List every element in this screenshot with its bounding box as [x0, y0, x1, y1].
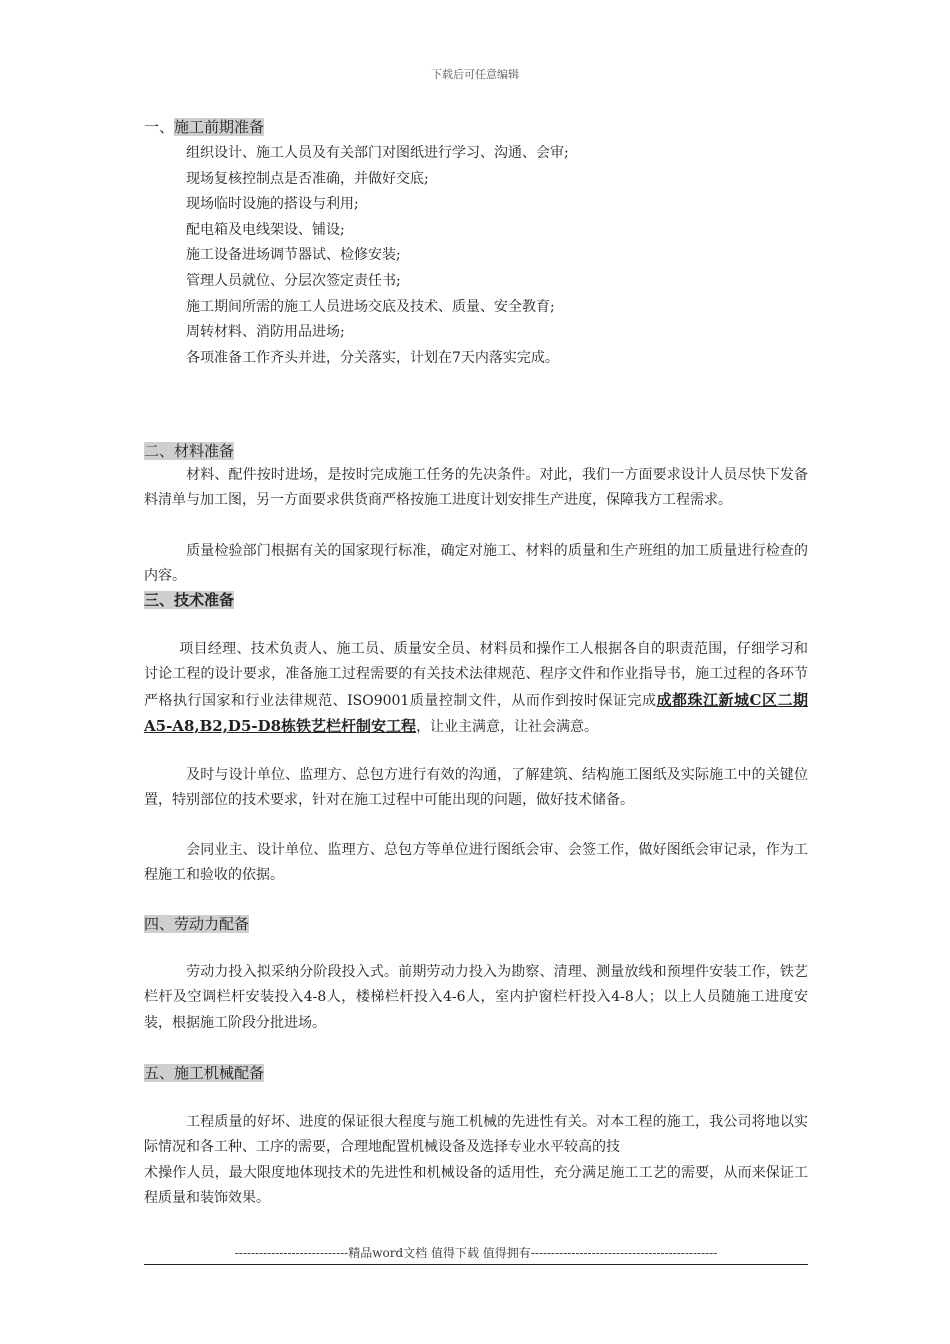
section-title: 技术准备 — [174, 591, 235, 609]
list-item: 各项准备工作齐头并进，分关落实，计划在7天内落实完成。 — [186, 349, 559, 366]
section-number: 四、 — [144, 915, 175, 933]
section-heading-2 — [144, 441, 234, 461]
section-title: 材料准备 — [174, 442, 235, 460]
project-name: 成都珠江新城C区二期A5-A8,B2,D5-D8栋铁艺栏杆制安工程 — [144, 690, 808, 736]
paragraph-text: 及时与设计单位、监理方、总包方进行有效的沟通，了解建筑、结构施工图纸及实际施工中的关键位置，特别部位的技术要求，针对在施工过程中可能出现的问题，做好技术储备。 — [144, 767, 808, 809]
list-item: 管理人员就位、分层次签定责任书; — [186, 272, 401, 289]
section-heading-1 — [144, 117, 264, 137]
section-number: 二、 — [144, 442, 175, 460]
section-heading-4 — [144, 914, 249, 934]
paragraph — [144, 960, 808, 1036]
paragraph-text: 质量检验部门根据有关的国家现行标准，确定对施工、材料的质量和生产班组的加工质量进行检查的内容。 — [144, 543, 808, 585]
list-item: 现场临时设施的搭设与利用; — [186, 196, 359, 213]
page-footer: ----------------------------精品word文档 值得下载 值得拥有---------------------------------------------- — [144, 1244, 808, 1265]
paragraph — [144, 463, 808, 514]
page-header: 下载后可任意编辑 — [431, 68, 519, 81]
section-heading-5 — [144, 1063, 264, 1083]
paragraph — [144, 637, 808, 741]
list-item: 现场复核控制点是否准确，并做好交底; — [186, 170, 429, 187]
list-item: 组织设计、施工人员及有关部门对图纸进行学习、沟通、会审; — [186, 145, 569, 161]
paragraph — [144, 1110, 808, 1212]
section-title: 施工前期准备 — [174, 118, 265, 136]
paragraph-text: 工程质量的好坏、进度的保证很大程度与施工机械的先进性有关。对本工程的施工，我公司将地以实际情况和各工种、工序的需要，合理地配置机械设备及选择专业水平较高的技 — [144, 1114, 808, 1156]
preparation-list — [186, 141, 569, 371]
section-title: 施工机械配备 — [174, 1064, 265, 1082]
list-item: 配电箱及电线架设、铺设; — [186, 221, 345, 238]
paragraph — [144, 763, 808, 814]
paragraph-text: 术操作人员，最大限度地体现技术的先进性和机械设备的适用性，充分满足施工工艺的需要，从而来保证工程质量和装饰效果。 — [144, 1164, 808, 1207]
list-item: 施工设备进场调节器试、检修安装; — [186, 247, 401, 264]
list-item: 施工期间所需的施工人员进场交底及技术、质量、安全教育; — [186, 298, 555, 315]
paragraph-text: 项目经理、技术负责人、施工员、质量安全员、材料员和操作工人根据各自的职责范围，仔细学习和讨论工程的设计要求，准备施工过程需要的有关技术法律规范、程序文件和作业指导书，施工过程的各环节严格执行国家和行业法律规范、ISO9001质量控制文件，从而作到按时保证完成 — [144, 641, 808, 709]
paragraph — [144, 838, 808, 889]
section-title: 劳动力配备 — [174, 915, 250, 933]
paragraph — [144, 539, 808, 590]
paragraph-text: 材料、配件按时进场，是按时完成施工任务的先决条件。对此，我们一方面要求设计人员尽快下发备料清单与加工图，另一方面要求供货商严格按施工进度计划安排生产进度，保障我方工程需求。 — [144, 467, 808, 509]
section-heading-3 — [144, 590, 234, 610]
section-number: 一、 — [144, 118, 175, 136]
paragraph-text: 会同业主、设计单位、监理方、总包方等单位进行图纸会审、会签工作，做好图纸会审记录，作为工程施工和验收的依据。 — [144, 842, 808, 884]
section-number: 五、 — [144, 1064, 175, 1082]
paragraph-text: 劳动力投入拟采纳分阶段投入式。前期劳动力投入为勘察、清理、测量放线和预埋件安装工作，铁艺栏杆及空调栏杆安装投入4-8人，楼梯栏杆投入4-6人，室内护窗栏杆投入4-8人；以上人员随施工进度安装，根据施工阶段分批进场。 — [144, 964, 808, 1031]
paragraph-text: ，让业主满意，让社会满意。 — [416, 719, 599, 736]
section-number: 三、 — [144, 591, 175, 609]
list-item: 周转材料、消防用品进场; — [186, 324, 345, 341]
